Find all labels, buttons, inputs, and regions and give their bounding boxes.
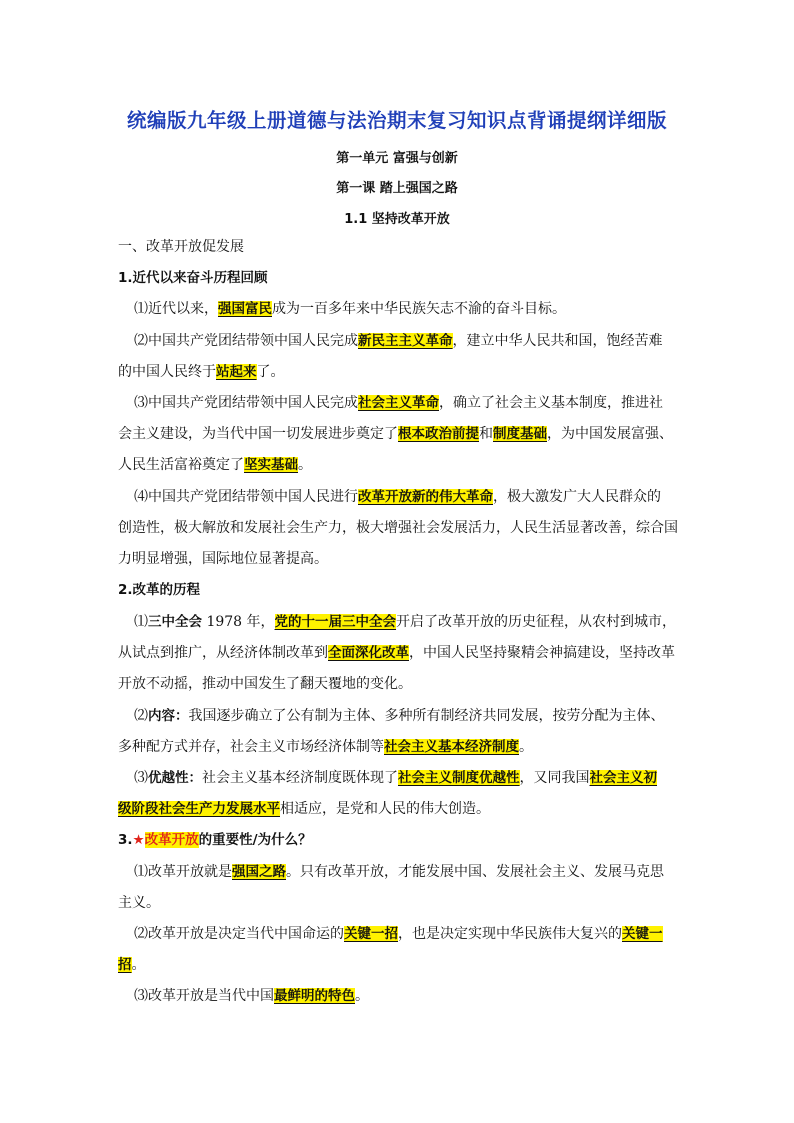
highlight: 根本政治前提 [398,426,479,442]
subsection-heading-2: 2.改革的历程 [118,582,201,598]
highlight: 社会主义基本经济制度 [384,739,519,755]
section-heading: 1.1 坚持改革开放 [344,212,450,227]
paragraph: ⑴改革开放就是强国之路。只有改革开放，才能发展中国、发展社会主义、发展马克思 [134,864,664,880]
highlight: 新民主主义革命 [358,333,453,349]
paragraph: ⑷中国共产党团结带领中国人民进行改革开放新的伟大革命，极大激发广大人民群众的 [134,489,661,505]
highlight: 招 [118,957,132,973]
highlight: 社会主义初 [589,770,657,786]
highlight: 全面深化改革 [328,645,409,661]
paragraph: 会主义建设，为当代中国一切发展进步奠定了根本政治前提和制度基础，为中国发展富强、 [118,426,673,442]
highlight: 社会主义制度优越性 [398,770,520,786]
paragraph: 创造性，极大解放和发展社会生产力，极大增强社会发展活力，人民生活显著改善，综合国 [118,520,678,536]
paragraph: 人民生活富裕奠定了坚实基础。 [118,457,312,473]
part-heading: 一、改革开放促发展 [118,239,244,255]
highlight: 改革开放新的伟大革命 [358,489,493,505]
paragraph: 主义。 [118,895,160,911]
highlight: 强国之路 [232,864,286,880]
highlight: 社会主义革命 [358,395,439,411]
paragraph: ⑴近代以来，强国富民成为一百多年来中华民族矢志不渝的奋斗目标。 [134,301,566,317]
document-title: 统编版九年级上册道德与法治期末复习知识点背诵提纲详细版 [126,109,667,132]
paragraph: 级阶段社会生产力发展水平相适应，是党和人民的伟大创造。 [118,801,490,817]
star-icon: ★ [132,832,145,848]
highlight: 级阶段社会生产力发展水平 [118,801,280,817]
paragraph: 多种配方式并存，社会主义市场经济体制等社会主义基本经济制度。 [118,739,533,755]
paragraph: ⑵内容：我国逐步确立了公有制为主体、多种所有制经济共同发展，按劳分配为主体、 [134,708,665,724]
lesson-heading: 第一课 踏上强国之路 [336,181,458,196]
subsection-heading-3: 3.★改革开放的重要性/为什么？ [118,832,312,848]
paragraph: ⑶中国共产党团结带领中国人民完成社会主义革命，确立了社会主义基本制度，推进社 [134,395,663,411]
highlight: 改革开放 [144,832,199,848]
paragraph: 从试点到推广，从经济体制改革到全面深化改革，中国人民坚持聚精会神搞建设，坚持改革 [118,645,675,661]
paragraph: ⑵中国共产党团结带领中国人民完成新民主主义革命，建立中华人民共和国，饱经苦难 [134,333,663,349]
highlight: 强国富民 [218,301,272,317]
highlight: 站起来 [216,364,257,380]
paragraph: ⑶改革开放是当代中国最鲜明的特色。 [134,988,369,1004]
paragraph: 的中国人民终于站起来了。 [118,364,285,380]
paragraph: ⑵改革开放是决定当代中国命运的关键一招，也是决定实现中华民族伟大复兴的关键一 [134,926,663,942]
highlight: 最鲜明的特色 [274,988,355,1004]
paragraph: ⑶优越性：社会主义基本经济制度既体现了社会主义制度优越性，又同我国社会主义初 [134,770,657,786]
paragraph: 开放不动摇，推动中国发生了翻天覆地的变化。 [118,676,412,692]
highlight: 关键一 [622,926,663,942]
paragraph: ⑴三中全会 1978 年，党的十一届三中全会开启了改革开放的历史征程，从农村到城市， [134,614,677,630]
paragraph: 招。 [118,957,146,973]
subsection-heading-1: 1.近代以来奋斗历程回顾 [118,270,268,286]
highlight: 关键一招 [344,926,398,942]
highlight: 党的十一届三中全会 [274,614,397,630]
paragraph: 力明显增强，国际地位显著提高。 [118,551,328,567]
unit-heading: 第一单元 富强与创新 [336,151,458,166]
highlight: 坚实基础 [244,457,298,473]
highlight: 制度基础 [493,426,547,442]
